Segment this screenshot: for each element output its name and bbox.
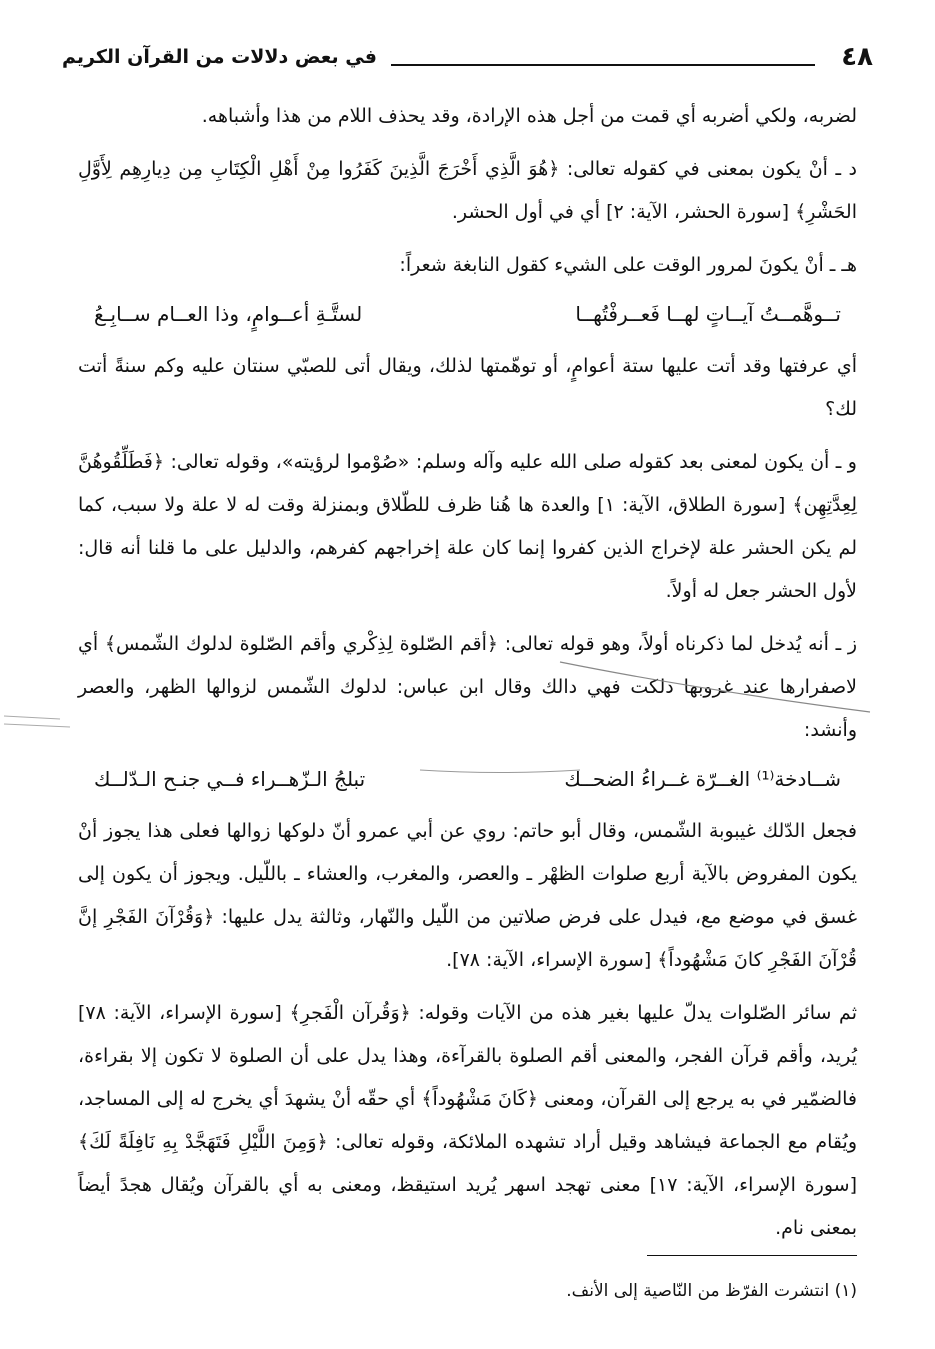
paragraph: أي عرفتها وقد أتت عليها ستة أعوامٍ، أو توهّمتها لذلك، ويقال أتى للصبّي سنتان عليه وكم سنةً أتت لك؟ <box>78 355 857 420</box>
header-rule <box>391 64 815 66</box>
paragraph: د ـ أنْ يكون بمعنى في كقوله تعالى: ﴿هُوَ الَّذِي أَخْرَجَ الَّذِينَ كَفَرُوا مِنْ أَهْلِ الْكِتَابِ مِن دِيارِهِم لِأَوَّلِ الحَشْرِ﴾ [سورة الحشر، الآية: ٢] أي في أول الحشر. <box>78 158 857 223</box>
footnote: (١) انتشرت الفرّظ من النّاصية إلى الأنف. <box>566 1281 857 1301</box>
verse-hemistich-right: شــادخة⁽¹⁾ الغــرّة غــراءُ الضحــك <box>564 767 841 791</box>
paragraph: ز ـ أنه يُدخل لما ذكرناه أولاً، وهو قوله تعالى: ﴿أقم الصّلوة لِذِكْري وأقم الصّلوة لدلوك الشّمس﴾ أي لاصفرارها عند غروبها دلكت فهي دالك وقال ابن عباس: لدلوك الشّمس لزوالها الظهر، والعصر وأنشد: <box>78 633 857 741</box>
poetry-verse <box>94 293 841 335</box>
paragraph: فجعل الدّلك غيبوبة الشّمس، وقال أبو حاتم: روي عن أبي عمرو أنّ دلوكها زوالها فعلى هذا يجوز أنْ يكون المفروض بالآية أربع صلوات الظهْر ـ والعصر، والمغرب، والعشاء ـ باللّيل. ويجوز أن يكون إلى غسق في موضع مع، فيدل على فرض صلاتين من اللّيل والنّهار، وثالثة يدل عليها: ﴿وَقُرْآنَ الفَجْرِ إنَّ قُرْآنَ الفَجْرِ كانَ مَشْهُوداً﴾ [سورة الإسراء، الآية: ٧٨]. <box>78 820 857 971</box>
paragraph: ثم سائر الصّلوات يدلّ عليها بغير هذه من الآيات وقوله: ﴿وَقُرآن الْفَجرِ﴾ [سورة الإسراء، الآية: ٧٨] يُريد، وأقم قرآن الفجر، والمعنى أقم الصلوة بالقرآءة، وهذا يدل على أن الصلوة لا تكون إلا بقراءة، فالضمّير في به يرجع إلى القرآن، ومعنى ﴿كَانَ مَشْهُوداً﴾ أي حقّه أنْ يشهدَ أي يخرج له إلى المساجد، ويُقام مع الجماعة فيشاهد وقيل أراد تشهده الملائكة، وقوله تعالى: ﴿وَمِنَ اللَّيْلِ فَتَهَجَّدْ بِهِ نَافِلَةً لَكَ﴾ [سورة الإسراء، الآية: ١٧] معنى تهجد اسهر يُريد استيقظ، ومعنى به أي بالقرآن ويُقال هجدً أيضاً بمعنى نام. <box>78 1002 857 1239</box>
running-title: في بعض دلالات من القرآن الكريم <box>62 46 377 68</box>
poetry-verse <box>94 758 841 800</box>
page-number: ٤٨ <box>841 42 873 72</box>
verse-hemistich-right: تــوهَّمــتُ آيــاتٍ لهــا فَعــرفْتُهــا <box>575 302 841 326</box>
verse-hemistich-left: تبلجُ الـزّهــراء فــي جنـح الـدّلــك <box>94 767 366 791</box>
page-header <box>62 36 873 78</box>
verse-hemistich-left: لستَّـةِ أعــوامٍ، وذا العــام ســابِـعُ <box>94 302 363 326</box>
footnote-rule <box>647 1255 857 1256</box>
paragraph: لضربه، ولكي أضربه أي قمت من أجل هذه الإرادة، وقد يحذف اللام من هذا وأشباهه. <box>201 105 857 127</box>
body-text <box>78 95 857 1260</box>
paragraph: هـ ـ أنْ يكونَ لمرور الوقت على الشيء كقول النابغة شعراً: <box>399 254 857 276</box>
paragraph: و ـ أن يكون لمعنى بعد كقوله صلى الله عليه وآله وسلم: «صُوْموا لرؤيته»، وقوله تعالى: ﴿فَطَلِّقُوهُنَّ لِعِدَّتِهِن﴾ [سورة الطلاق، الآية: ١] والعدة ها هُنا ظرف للطّلاق وبمنزلة وقت له لا علة ولا سبب، كما لم يكن الحشر علة لإخراج الذين كفروا إنما كان علة إخراجهم كفرهم، والدليل على ما قلنا أنه قال: لأول الحشر جعل له أولاً. <box>78 451 857 602</box>
